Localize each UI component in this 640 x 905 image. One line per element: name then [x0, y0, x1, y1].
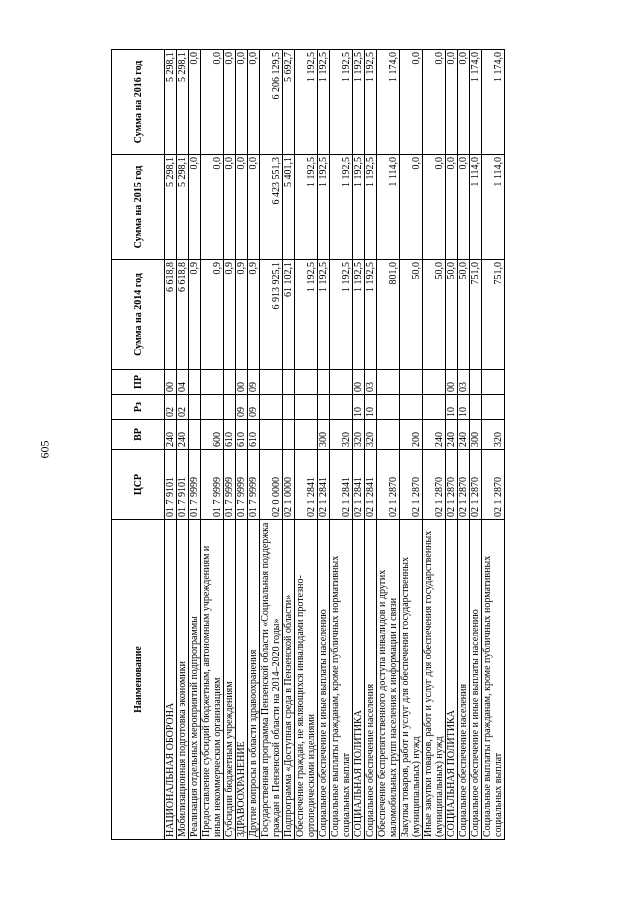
table-row: [189, 50, 201, 840]
row-sum-2015: 1 192,5: [353, 155, 365, 260]
row-pr: 03: [458, 370, 470, 395]
row-csr: 02 1 2841: [318, 450, 330, 520]
row-csr: 01 7 9999: [189, 450, 201, 520]
row-vr: 300: [318, 420, 330, 450]
row-sum-2014: 1 192,5: [353, 260, 365, 370]
row-sum-2014: 0,9: [201, 260, 224, 370]
row-csr: 02 1 2870: [482, 450, 505, 520]
table-row: [353, 50, 365, 840]
row-name: Государственная программа Пензенской области «Социальная поддержка граждан в Пензенской области на 2014–2020 годы»: [260, 520, 283, 840]
row-rz: 10: [446, 395, 458, 420]
row-sum-2016: 0,0: [224, 50, 236, 155]
header-sum-2016: Сумма на 2016 год: [112, 50, 165, 155]
row-vr: 610: [224, 420, 236, 450]
row-sum-2015: 0,0: [189, 155, 201, 260]
row-vr: 200: [400, 420, 423, 450]
row-sum-2014: 6 618,8: [177, 260, 189, 370]
row-sum-2016: 0,0: [248, 50, 260, 155]
row-pr: [260, 370, 283, 395]
table-row: [458, 50, 470, 840]
row-sum-2014: 1 192,5: [295, 260, 318, 370]
table-row: [248, 50, 260, 840]
row-csr: 01 7 9999: [201, 450, 224, 520]
row-sum-2016: 0,0: [423, 50, 446, 155]
row-sum-2016: 0,0: [400, 50, 423, 155]
row-sum-2016: 1 192,5: [330, 50, 353, 155]
row-csr: 01 7 9999: [248, 450, 260, 520]
row-csr: 02 1 2870: [446, 450, 458, 520]
table-row: [165, 50, 177, 840]
row-sum-2015: 0,0: [458, 155, 470, 260]
row-rz: 02: [165, 395, 177, 420]
row-pr: 04: [177, 370, 189, 395]
table-row: [318, 50, 330, 840]
row-sum-2014: 50,0: [458, 260, 470, 370]
row-rz: 10: [353, 395, 365, 420]
row-sum-2015: 1 114,0: [482, 155, 505, 260]
row-sum-2014: 0,9: [248, 260, 260, 370]
row-vr: 320: [365, 420, 377, 450]
row-sum-2016: 5 298,1: [165, 50, 177, 155]
row-rz: 10: [458, 395, 470, 420]
row-sum-2016: 1 174,0: [482, 50, 505, 155]
row-name: Мобилизационная подготовка экономики: [177, 520, 189, 840]
header-pr: ПР: [112, 370, 165, 395]
table-header-row: [112, 50, 165, 840]
row-name: Социальные выплаты гражданам, кроме публичных нормативных социальных выплат: [330, 520, 353, 840]
table-row: [224, 50, 236, 840]
table-row: [400, 50, 423, 840]
row-sum-2016: 0,0: [201, 50, 224, 155]
row-sum-2016: 1 192,5: [318, 50, 330, 155]
row-name: Иные закупки товаров, работ и услуг для обеспечения государственных (муниципальных) нужд: [423, 520, 446, 840]
row-sum-2016: 0,0: [189, 50, 201, 155]
row-pr: 00: [236, 370, 248, 395]
row-name: Обеспечение беспрепятственного доступа инвалидов и других маломобильных групп населения к информации и связи: [377, 520, 400, 840]
row-name: НАЦИОНАЛЬНАЯ ОБОРОНА: [165, 520, 177, 840]
row-sum-2014: 801,0: [377, 260, 400, 370]
table-row: [377, 50, 400, 840]
row-csr: 02 0 0000: [260, 450, 283, 520]
row-csr: 02 1 2841: [365, 450, 377, 520]
row-sum-2014: 6 618,8: [165, 260, 177, 370]
row-sum-2014: 1 192,5: [318, 260, 330, 370]
row-vr: 300: [470, 420, 482, 450]
row-name: Социальное обеспечение и иные выплаты населению: [318, 520, 330, 840]
row-sum-2015: 1 192,5: [330, 155, 353, 260]
row-sum-2014: 751,0: [470, 260, 482, 370]
row-vr: 240: [165, 420, 177, 450]
row-pr: [377, 370, 400, 395]
header-rz: Рз: [112, 395, 165, 420]
row-rz: 02: [177, 395, 189, 420]
row-sum-2015: 1 114,0: [470, 155, 482, 260]
row-sum-2016: 0,0: [446, 50, 458, 155]
page-number: 605: [37, 440, 52, 459]
row-rz: [260, 395, 283, 420]
row-sum-2015: 0,0: [400, 155, 423, 260]
row-pr: 00: [446, 370, 458, 395]
row-vr: 610: [248, 420, 260, 450]
header-csr: ЦСР: [112, 450, 165, 520]
row-sum-2016: 5 692,7: [283, 50, 295, 155]
row-name: СОЦИАЛЬНАЯ ПОЛИТИКА: [446, 520, 458, 840]
row-pr: 03: [365, 370, 377, 395]
row-sum-2016: 6 206 129,5: [260, 50, 283, 155]
table-row: [236, 50, 248, 840]
table-row: [330, 50, 353, 840]
row-name: Социальное обеспечение населения: [458, 520, 470, 840]
row-sum-2015: 5 298,1: [177, 155, 189, 260]
header-name: Наименование: [112, 520, 165, 840]
row-pr: [470, 370, 482, 395]
row-csr: 02 1 2870: [458, 450, 470, 520]
row-vr: [295, 420, 318, 450]
row-pr: [283, 370, 295, 395]
row-name: Другие вопросы в области здравоохранения: [248, 520, 260, 840]
row-rz: 09: [248, 395, 260, 420]
row-pr: [224, 370, 236, 395]
row-sum-2015: 0,0: [201, 155, 224, 260]
header-vr: ВР: [112, 420, 165, 450]
row-sum-2014: 6 913 925,1: [260, 260, 283, 370]
row-sum-2015: 5 298,1: [165, 155, 177, 260]
row-pr: [482, 370, 505, 395]
row-pr: 00: [353, 370, 365, 395]
row-sum-2015: 6 423 551,3: [260, 155, 283, 260]
row-sum-2015: 0,0: [248, 155, 260, 260]
row-sum-2016: 0,0: [236, 50, 248, 155]
row-name: СОЦИАЛЬНАЯ ПОЛИТИКА: [353, 520, 365, 840]
row-pr: [318, 370, 330, 395]
row-sum-2014: 61 102,1: [283, 260, 295, 370]
row-name: Реализация отдельных мероприятий подпрограммы: [189, 520, 201, 840]
row-sum-2016: 1 174,0: [470, 50, 482, 155]
row-pr: [400, 370, 423, 395]
row-csr: 02 1 2870: [470, 450, 482, 520]
header-sum-2015: Сумма на 2015 год: [112, 155, 165, 260]
table-row: [260, 50, 283, 840]
row-vr: 240: [446, 420, 458, 450]
table-row: [446, 50, 458, 840]
row-name: Социальное обеспечение населения: [365, 520, 377, 840]
row-csr: 02 1 2870: [423, 450, 446, 520]
row-csr: 01 7 9999: [224, 450, 236, 520]
row-vr: 610: [236, 420, 248, 450]
row-sum-2015: 1 192,5: [365, 155, 377, 260]
row-name: Социальные выплаты гражданам, кроме публичных нормативных социальных выплат: [482, 520, 505, 840]
row-name: Закупка товаров, работ и услуг для обеспечения государственных (муниципальных) нужд: [400, 520, 423, 840]
header-sum-2014: Сумма на 2014 год: [112, 260, 165, 370]
row-vr: 240: [177, 420, 189, 450]
row-vr: 600: [201, 420, 224, 450]
row-sum-2014: 0,9: [189, 260, 201, 370]
row-csr: 02 1 2870: [377, 450, 400, 520]
row-sum-2015: 0,0: [423, 155, 446, 260]
row-name: Подпрограмма «Доступная среда в Пензенской области»: [283, 520, 295, 840]
row-pr: 00: [165, 370, 177, 395]
row-vr: [260, 420, 283, 450]
row-sum-2015: 0,0: [224, 155, 236, 260]
row-sum-2014: 50,0: [446, 260, 458, 370]
row-vr: 320: [353, 420, 365, 450]
row-rz: [423, 395, 446, 420]
row-vr: 240: [423, 420, 446, 450]
row-csr: 02 1 2870: [400, 450, 423, 520]
row-sum-2015: 1 192,5: [318, 155, 330, 260]
row-name: Социальное обеспечение и иные выплаты населению: [470, 520, 482, 840]
row-vr: 320: [482, 420, 505, 450]
row-name: Обеспечение граждан, не являющихся инвалидами протезно-ортопедическими изделиями: [295, 520, 318, 840]
row-rz: 09: [236, 395, 248, 420]
row-csr: 02 1 2841: [295, 450, 318, 520]
table-row: [470, 50, 482, 840]
row-csr: 02 1 2841: [330, 450, 353, 520]
row-csr: 02 1 2841: [353, 450, 365, 520]
row-sum-2014: 1 192,5: [365, 260, 377, 370]
row-vr: 240: [458, 420, 470, 450]
row-rz: [330, 395, 353, 420]
row-rz: [318, 395, 330, 420]
row-rz: [377, 395, 400, 420]
row-sum-2015: 0,0: [446, 155, 458, 260]
table-row: [177, 50, 189, 840]
row-rz: [224, 395, 236, 420]
row-sum-2014: 751,0: [482, 260, 505, 370]
row-name: ЗДРАВООХРАНЕНИЕ: [236, 520, 248, 840]
row-vr: [283, 420, 295, 450]
row-vr: [377, 420, 400, 450]
row-sum-2015: 1 114,0: [377, 155, 400, 260]
row-sum-2016: 0,0: [458, 50, 470, 155]
row-rz: 10: [365, 395, 377, 420]
row-sum-2016: 1 174,0: [377, 50, 400, 155]
row-vr: 320: [330, 420, 353, 450]
row-sum-2016: 5 298,1: [177, 50, 189, 155]
row-pr: 09: [248, 370, 260, 395]
row-pr: [201, 370, 224, 395]
row-name: Субсидии бюджетным учреждениям: [224, 520, 236, 840]
row-pr: [423, 370, 446, 395]
table-row: [482, 50, 505, 840]
row-vr: [189, 420, 201, 450]
table-body: [165, 50, 505, 840]
row-sum-2014: 0,9: [224, 260, 236, 370]
table-row: [295, 50, 318, 840]
table-row: [283, 50, 295, 840]
row-rz: [189, 395, 201, 420]
row-sum-2016: 1 192,5: [353, 50, 365, 155]
budget-table: [111, 49, 505, 840]
row-sum-2014: 1 192,5: [330, 260, 353, 370]
row-sum-2016: 1 192,5: [365, 50, 377, 155]
row-rz: [400, 395, 423, 420]
row-name: Предоставление субсидий бюджетным, автономным учреждениям и иным некоммерческим организациям: [201, 520, 224, 840]
row-sum-2016: 1 192,5: [295, 50, 318, 155]
table-row: [423, 50, 446, 840]
row-sum-2014: 50,0: [423, 260, 446, 370]
row-rz: [470, 395, 482, 420]
row-csr: 01 7 9101: [177, 450, 189, 520]
row-pr: [295, 370, 318, 395]
row-sum-2015: 1 192,5: [295, 155, 318, 260]
row-rz: [201, 395, 224, 420]
row-rz: [482, 395, 505, 420]
row-pr: [189, 370, 201, 395]
row-sum-2014: 0,9: [236, 260, 248, 370]
row-sum-2015: 0,0: [236, 155, 248, 260]
row-csr: 02 1 0000: [283, 450, 295, 520]
row-rz: [295, 395, 318, 420]
row-csr: 01 7 9101: [165, 450, 177, 520]
table-row: [201, 50, 224, 840]
table-row: [365, 50, 377, 840]
row-pr: [330, 370, 353, 395]
row-sum-2015: 5 401,1: [283, 155, 295, 260]
row-rz: [283, 395, 295, 420]
row-csr: 01 7 9999: [236, 450, 248, 520]
row-sum-2014: 50,0: [400, 260, 423, 370]
